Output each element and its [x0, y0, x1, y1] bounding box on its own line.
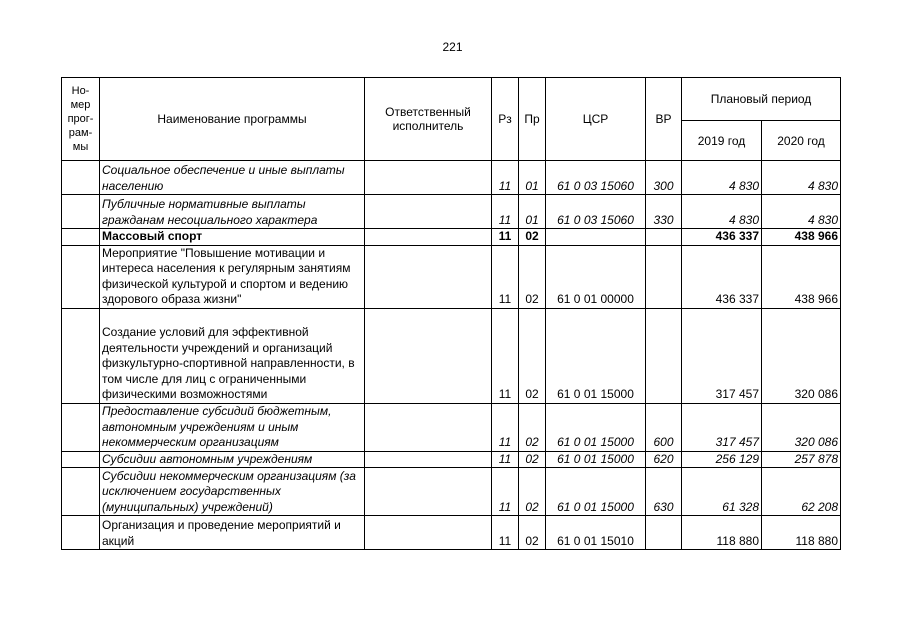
- row-executor-cell: [365, 229, 492, 246]
- row-rz-cell: 11: [492, 161, 519, 195]
- row-2019-cell: 436 337: [682, 245, 762, 308]
- table-row: [62, 516, 841, 550]
- row-number-cell: [62, 403, 100, 451]
- row-2019-cell: 118 880: [682, 516, 762, 550]
- header-year-2019: 2019 год: [682, 121, 762, 161]
- row-executor-cell: [365, 403, 492, 451]
- row-2020-cell: 320 086: [762, 403, 841, 451]
- table-row: [62, 195, 841, 229]
- table-row: [62, 308, 841, 403]
- row-csr-cell: 61 0 01 15000: [546, 468, 646, 516]
- row-executor-cell: [365, 516, 492, 550]
- row-csr-cell: 61 0 03 15060: [546, 161, 646, 195]
- table-row: [62, 245, 841, 308]
- row-executor-cell: [365, 451, 492, 468]
- row-name-cell: Социальное обеспечение и иные выплаты населению: [100, 161, 365, 195]
- row-csr-cell: [546, 229, 646, 246]
- row-pr-cell: 01: [519, 161, 546, 195]
- row-number-cell: [62, 195, 100, 229]
- header-vr: ВР: [646, 78, 682, 161]
- row-2020-cell: 257 878: [762, 451, 841, 468]
- table-row: [62, 229, 841, 246]
- row-2019-cell: 256 129: [682, 451, 762, 468]
- row-2019-cell: 317 457: [682, 308, 762, 403]
- row-2019-cell: 4 830: [682, 195, 762, 229]
- row-pr-cell: 02: [519, 468, 546, 516]
- row-2020-cell: 438 966: [762, 245, 841, 308]
- header-csr: ЦСР: [546, 78, 646, 161]
- row-vr-cell: [646, 516, 682, 550]
- table-header: [62, 78, 841, 161]
- row-rz-cell: 11: [492, 195, 519, 229]
- header-executor: Ответственный исполнитель: [365, 78, 492, 161]
- row-pr-cell: 02: [519, 516, 546, 550]
- row-name-cell: Создание условий для эффективной деятельности учреждений и организаций физкультурно-спортивной направленности, в том числе для лиц с ограниченными физическими возможностями: [100, 308, 365, 403]
- row-number-cell: [62, 468, 100, 516]
- row-pr-cell: 02: [519, 229, 546, 246]
- row-number-cell: [62, 245, 100, 308]
- row-rz-cell: 11: [492, 451, 519, 468]
- row-name-cell: Публичные нормативные выплаты гражданам несоциального характера: [100, 195, 365, 229]
- row-name-cell: Субсидии автономным учреждениям: [100, 451, 365, 468]
- header-pr: Пр: [519, 78, 546, 161]
- row-rz-cell: 11: [492, 468, 519, 516]
- header-program-number: Но-мер прог-рам-мы: [62, 78, 100, 161]
- row-pr-cell: 02: [519, 403, 546, 451]
- row-number-cell: [62, 308, 100, 403]
- page-number: 221: [442, 40, 463, 54]
- row-vr-cell: 300: [646, 161, 682, 195]
- row-vr-cell: [646, 308, 682, 403]
- row-vr-cell: 630: [646, 468, 682, 516]
- row-pr-cell: 02: [519, 308, 546, 403]
- row-vr-cell: [646, 245, 682, 308]
- row-csr-cell: 61 0 01 00000: [546, 245, 646, 308]
- row-executor-cell: [365, 308, 492, 403]
- row-csr-cell: 61 0 01 15010: [546, 516, 646, 550]
- row-2019-cell: 61 328: [682, 468, 762, 516]
- row-executor-cell: [365, 245, 492, 308]
- table-row: [62, 468, 841, 516]
- row-pr-cell: 01: [519, 195, 546, 229]
- row-rz-cell: 11: [492, 229, 519, 246]
- table-row: [62, 161, 841, 195]
- row-name-cell: Мероприятие "Повышение мотивации и интереса населения к регулярным занятиям физической культурой и спортом и ведению здорового образа жизни": [100, 245, 365, 308]
- row-name-cell: Предоставление субсидий бюджетным, автономным учреждениям и иным некоммерческим организациям: [100, 403, 365, 451]
- row-number-cell: [62, 161, 100, 195]
- row-rz-cell: 11: [492, 308, 519, 403]
- row-csr-cell: 61 0 01 15000: [546, 403, 646, 451]
- budget-table: [61, 77, 841, 550]
- row-executor-cell: [365, 161, 492, 195]
- row-number-cell: [62, 451, 100, 468]
- table-row: [62, 451, 841, 468]
- row-vr-cell: 620: [646, 451, 682, 468]
- row-csr-cell: 61 0 03 15060: [546, 195, 646, 229]
- row-2020-cell: 438 966: [762, 229, 841, 246]
- row-2019-cell: 436 337: [682, 229, 762, 246]
- row-number-cell: [62, 516, 100, 550]
- row-executor-cell: [365, 195, 492, 229]
- row-2020-cell: 118 880: [762, 516, 841, 550]
- row-2020-cell: 62 208: [762, 468, 841, 516]
- row-csr-cell: 61 0 01 15000: [546, 308, 646, 403]
- row-pr-cell: 02: [519, 245, 546, 308]
- row-vr-cell: 330: [646, 195, 682, 229]
- row-executor-cell: [365, 468, 492, 516]
- row-csr-cell: 61 0 01 15000: [546, 451, 646, 468]
- row-2020-cell: 320 086: [762, 308, 841, 403]
- table-row: [62, 403, 841, 451]
- row-rz-cell: 11: [492, 245, 519, 308]
- row-rz-cell: 11: [492, 403, 519, 451]
- row-2019-cell: 4 830: [682, 161, 762, 195]
- header-year-2020: 2020 год: [762, 121, 841, 161]
- row-2020-cell: 4 830: [762, 161, 841, 195]
- row-2020-cell: 4 830: [762, 195, 841, 229]
- header-rz: Рз: [492, 78, 519, 161]
- table-body: [62, 161, 841, 550]
- row-pr-cell: 02: [519, 451, 546, 468]
- row-2019-cell: 317 457: [682, 403, 762, 451]
- header-plan-period: Плановый период: [682, 78, 841, 121]
- row-number-cell: [62, 229, 100, 246]
- row-name-cell: Субсидии некоммерческим организациям (за исключением государственных (муниципальных) учреждений): [100, 468, 365, 516]
- row-vr-cell: 600: [646, 403, 682, 451]
- row-name-cell: Организация и проведение мероприятий и акций: [100, 516, 365, 550]
- row-rz-cell: 11: [492, 516, 519, 550]
- row-name-cell: Массовый спорт: [100, 229, 365, 246]
- row-vr-cell: [646, 229, 682, 246]
- header-program-name: Наименование программы: [100, 78, 365, 161]
